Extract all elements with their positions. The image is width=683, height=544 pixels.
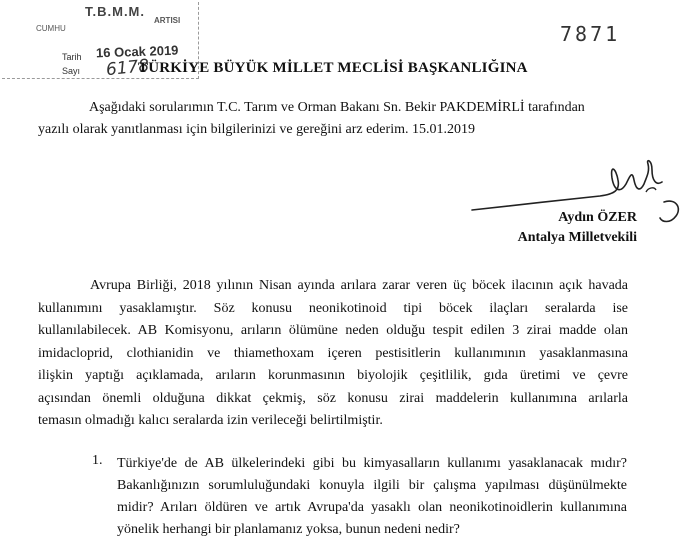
question-text (117, 453, 627, 541)
question-line: Bakanlığınızın sorumluluğundaki konuyla ilgili bir çalışma yapılması düşünülmekte (117, 478, 627, 493)
stamp-dept-fragment: ARTISI (154, 16, 181, 25)
intro-line-2: yazılı olarak yanıtlanması için bilgilerinizi ve gereğini arz ederim. 15.01.2019 (38, 122, 475, 137)
question-line: yönelik herhangi bir planlamanız yoksa, bunun nedeni nedir? (117, 522, 460, 537)
signatory-title: Antalya Milletvekili (517, 230, 637, 245)
body-paragraph (38, 275, 628, 433)
stamp-number-label: Sayı (62, 66, 81, 76)
body-line: kullanılabilecek. AB Komisyonu, arıların ölümüne neden olduğu tespit edilen 3 zirai madde olan (38, 323, 628, 338)
stamp-org-fragment: CUMHU (36, 24, 66, 33)
question-number: 1. (92, 453, 103, 468)
handwritten-registry-number: 6178 (105, 55, 151, 81)
body-line: ilişkin yaptığı açıklamada, arıların korunmasının biyolojik çeşitlilik, gıda üretimi ve çevre (38, 368, 628, 383)
question-line: midir? Arıları öldüren ve artık Avrupa'da yasaklı olan neonikotinoidlerin kullanımına (117, 500, 627, 515)
body-line: temasın olmadığı kalıcı seralarda izin verileceği belirtilmiştir. (38, 413, 383, 428)
stamp-date-value: 16 Ocak 2019 (95, 42, 179, 61)
body-line: imidacloprid, clothianidin ve thiamethoxam içeren pestisitlerin kullanımının yasaklanmasına (38, 345, 628, 361)
stamp-date-label: Tarih (62, 52, 82, 62)
body-line: kullanımını yasaklamıştır. Söz konusu neonikotinoid tipi böcek ilaçları seralarda ise (38, 300, 628, 316)
body-line: açısından önemli olduğuna dikkat çekmiş, söz konusu zirai maddelerin kullanımına arılarla (38, 390, 628, 406)
question-line: Türkiye'de de AB ülkelerindeki gibi bu kimyasalların kullanımı yasaklanacak mıdır? (117, 456, 627, 471)
document-heading: TÜRKİYE BÜYÜK MİLLET MECLİSİ BAŞKANLIĞINA (138, 60, 528, 76)
document-number: 7871 (560, 22, 621, 46)
intro-line-1: Aşağıdaki sorularımın T.C. Tarım ve Orman Bakanı Sn. Bekir PAKDEMİRLİ tarafından (89, 100, 585, 115)
body-line: Avrupa Birliği, 2018 yılının Nisan ayında arılara zarar veren üç böcek ilacının açık havada (90, 278, 628, 293)
stamp-title: T.B.M.M. (85, 4, 145, 19)
signatory-name: Aydın ÖZER (558, 210, 637, 225)
